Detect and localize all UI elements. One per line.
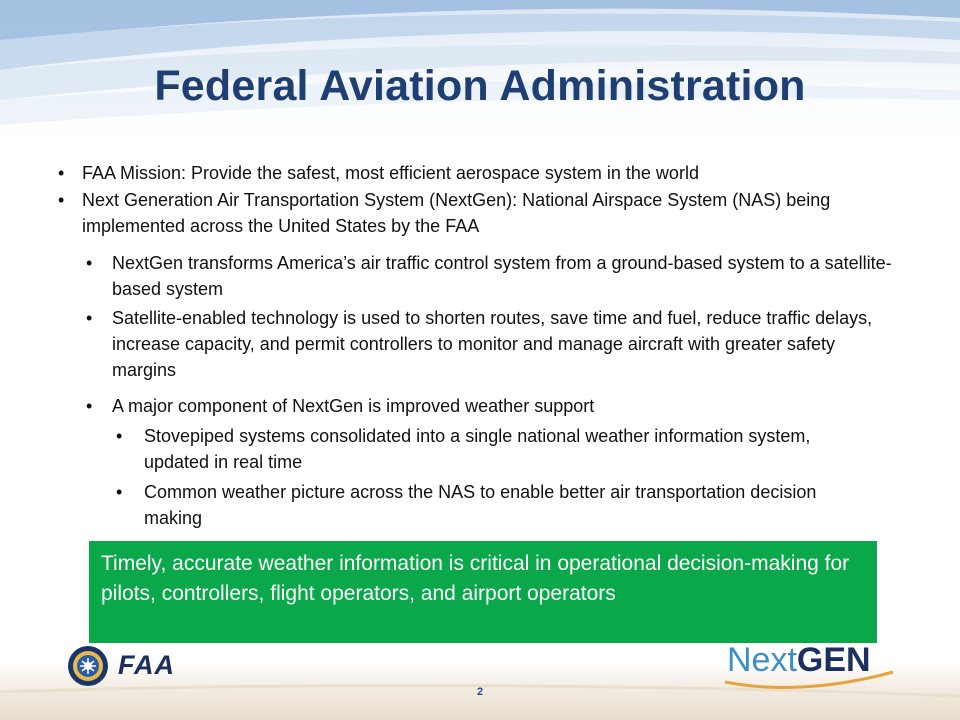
page-number: 2 — [476, 686, 484, 698]
bullet-text: A major component of NextGen is improved weather support — [112, 396, 595, 416]
bullet-dot: • — [86, 396, 93, 416]
bullet-text: NextGen transforms America’s air traffic control system from a ground-based system to a satellite-based system — [112, 253, 892, 299]
bullet-dot: • — [58, 190, 65, 210]
nextgen-logo-next: Next — [727, 641, 797, 679]
bullet-text: Next Generation Air Transportation System (NextGen): National Airspace System (NAS) being implemented across the United States by the FAA — [82, 190, 831, 236]
bullet-item — [86, 250, 902, 302]
faa-logo-text: FAA — [118, 650, 175, 680]
slide-title: Federal Aviation Administration — [154, 62, 806, 110]
bullet-dot: • — [116, 426, 123, 446]
bullet-text: Stovepiped systems consolidated into a single national weather information system, updated in real time — [144, 426, 811, 472]
callout-box — [89, 541, 877, 643]
bullet-item — [116, 479, 864, 531]
bullet-item — [116, 423, 864, 475]
bullet-item — [58, 187, 902, 239]
bullet-item — [58, 160, 902, 186]
bullet-dot: • — [58, 163, 65, 183]
bullet-dot: • — [116, 482, 123, 502]
bullet-item — [86, 305, 902, 383]
bullet-text: Satellite-enabled technology is used to shorten routes, save time and fuel, reduce traffic delays, increase capacity, and permit controllers to monitor and manage aircraft with greater safety margins — [112, 308, 873, 380]
bullet-text: Common weather picture across the NAS to enable better air transportation decision making — [144, 482, 817, 528]
bullet-dot: • — [86, 253, 93, 273]
faa-seal-icon — [66, 644, 110, 688]
bullet-item — [86, 393, 902, 419]
bullet-dot: • — [86, 308, 93, 328]
nextgen-logo-gen: GEN — [796, 641, 871, 679]
callout-text: Timely, accurate weather information is critical in operational decision-making for pilots, controllers, flight operators, and airport operators — [101, 552, 850, 605]
bullet-text: FAA Mission: Provide the safest, most efficient aerospace system in the world — [82, 163, 699, 183]
